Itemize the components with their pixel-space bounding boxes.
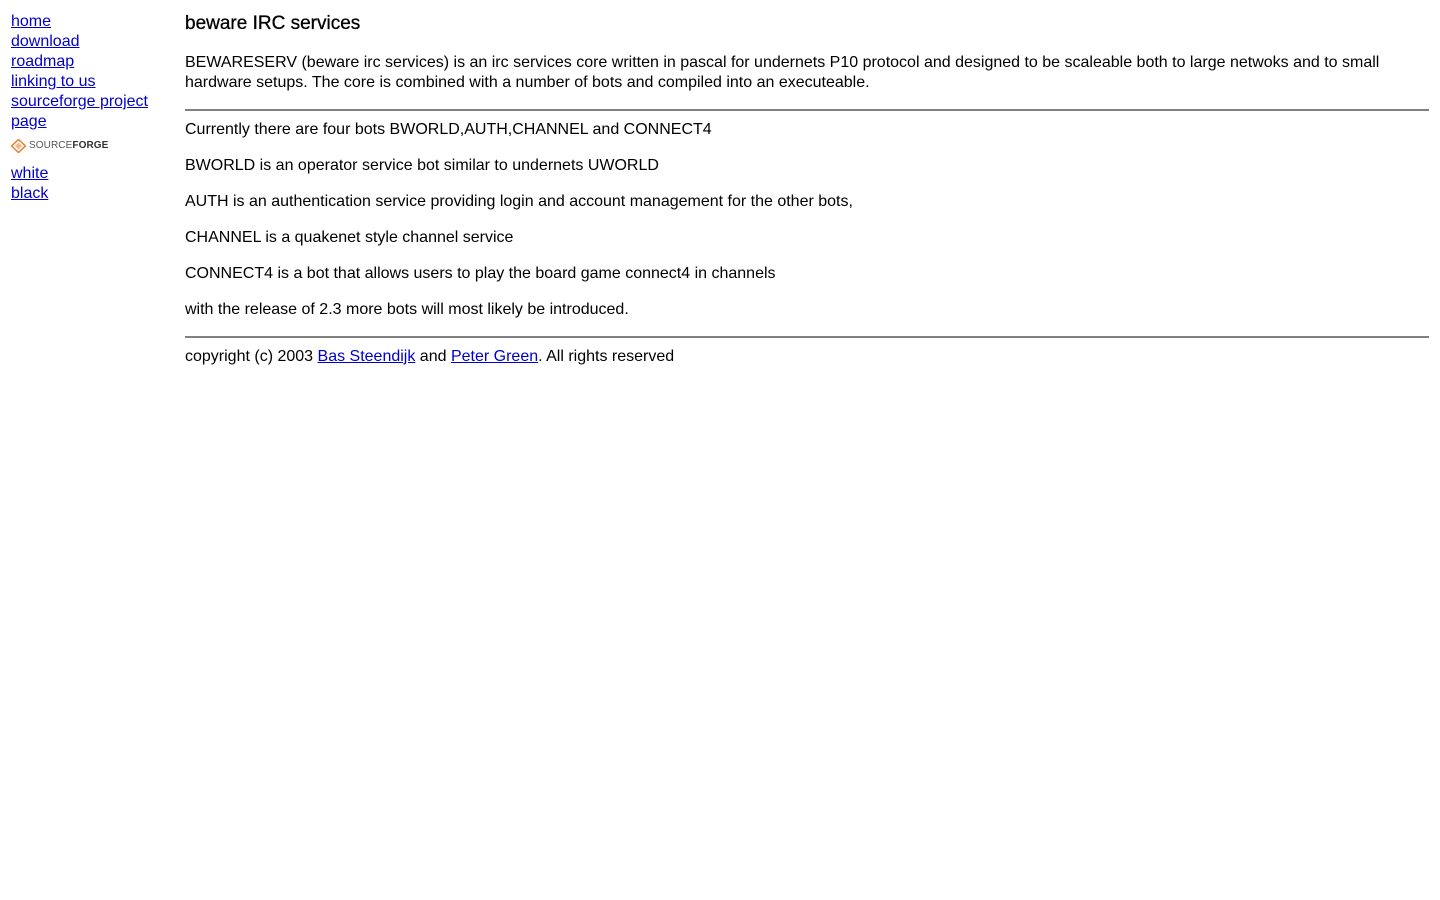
sourceforge-logo[interactable]	[11, 139, 161, 153]
divider-bottom	[185, 336, 1429, 338]
intro-paragraph: BEWARESERV (beware irc services) is an irc services core written in pascal for undernets P10 protocol and designed to be scaleable both to large netwoks and to small hardware setups. The core is combined with a number of bots and compiled into an executeable.	[185, 54, 1380, 91]
author-bas-steendijk-link[interactable]: Bas Steendijk	[317, 348, 416, 365]
bot-auth-description: AUTH is an authentication service providing login and account management for the other bots,	[185, 193, 853, 210]
bot-channel-description: CHANNEL is a quakenet style channel service	[185, 229, 514, 246]
nav-roadmap-link[interactable]: roadmap	[11, 53, 75, 70]
nav-download-link[interactable]: download	[11, 33, 80, 50]
nav-home-link[interactable]: home	[11, 13, 52, 30]
copyright-footer	[185, 347, 1429, 367]
sourceforge-diamond-icon	[11, 139, 26, 153]
theme-white-link[interactable]: white	[11, 165, 49, 182]
theme-black-link[interactable]: black	[11, 185, 49, 202]
bots-section	[185, 120, 1429, 320]
bot-bworld-description: BWORLD is an operator service bot similar to undernets UWORLD	[185, 157, 659, 174]
sourceforge-logo-text	[29, 136, 108, 156]
sourceforge-logo-text-light: SOURCE	[29, 140, 73, 151]
copyright-suffix: . All rights reserved	[538, 348, 675, 365]
bot-connect4-description: CONNECT4 is a bot that allows users to play the board game connect4 in channels	[185, 265, 776, 282]
bots-summary: Currently there are four bots BWORLD,AUTH,CHANNEL and CONNECT4	[185, 121, 712, 138]
divider-top	[185, 109, 1429, 111]
author-peter-green-link[interactable]: Peter Green	[450, 348, 539, 365]
release-note: with the release of 2.3 more bots will most likely be introduced.	[185, 301, 629, 318]
sourceforge-logo-text-bold: FORGE	[72, 140, 109, 151]
nav-linking-link[interactable]: linking to us	[11, 73, 96, 90]
main-content	[185, 12, 1429, 367]
sidebar-nav	[11, 12, 161, 204]
copyright-prefix: copyright (c) 2003	[185, 348, 318, 365]
nav-sourceforge-project-link[interactable]: sourceforge project page	[11, 93, 148, 130]
page-title: beware IRC services	[185, 13, 361, 34]
copyright-and: and	[415, 348, 451, 365]
